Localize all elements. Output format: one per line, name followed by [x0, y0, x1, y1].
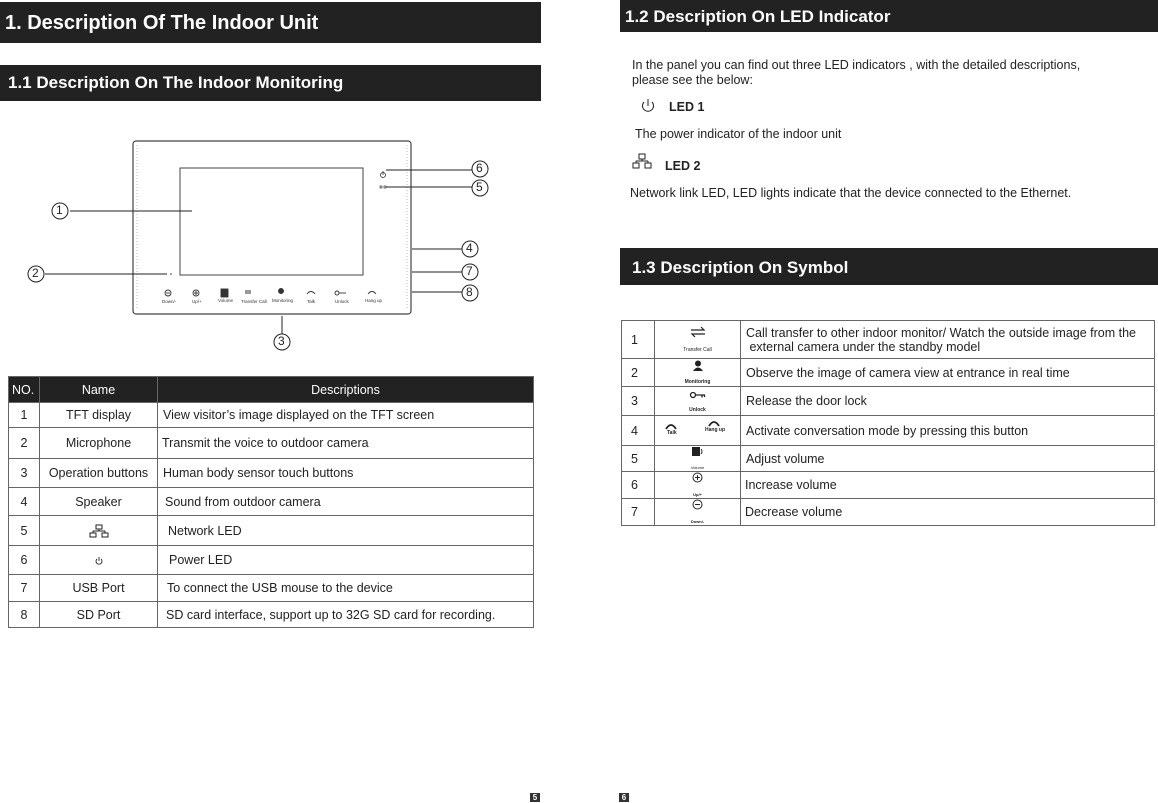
- parts-table: [8, 376, 534, 628]
- table-row: [622, 321, 1155, 359]
- network-icon: [89, 524, 109, 538]
- symbol-cell: [655, 416, 741, 446]
- row-name: USB Port: [40, 575, 158, 602]
- callout-7: 7: [466, 264, 473, 278]
- btn-label-unlock: Unlock: [335, 299, 349, 304]
- led1-power-icon: [639, 97, 657, 115]
- btn-label-monitoring: Monitoring: [272, 298, 294, 303]
- symbol-label: Unlock: [689, 407, 706, 413]
- row-desc: View visitor’s image displayed on the TFT screen: [158, 403, 534, 428]
- main-title: 1. Description Of The Indoor Unit: [5, 12, 319, 34]
- btn-label-up: Up/+: [192, 299, 202, 304]
- table-row: [622, 416, 1155, 446]
- row-desc-line-1: Call transfer to other indoor monitor/ Watch the outside image from the: [746, 325, 1136, 340]
- row-no: 7: [622, 499, 655, 526]
- table-row: [622, 499, 1155, 526]
- row-no: 4: [622, 416, 655, 446]
- callout-5: 5: [476, 180, 483, 194]
- header-desc: Descriptions: [158, 377, 534, 403]
- section-1-3-bar: [620, 248, 1158, 285]
- row-desc: Observe the image of camera view at entrance in real time: [741, 359, 1155, 387]
- row-desc: Network LED: [158, 516, 534, 546]
- table-row: [9, 575, 534, 602]
- symbol-label-talk: Talk: [667, 430, 677, 436]
- btn-label-talk: Talk: [307, 299, 316, 304]
- row-no: 2: [9, 428, 40, 459]
- indoor-unit-diagram: [0, 0, 541, 360]
- symbol-label: Transfer Call: [683, 346, 712, 353]
- symbol-cell: [655, 446, 741, 472]
- led-intro-line-2: please see the below:: [632, 73, 753, 87]
- row-no: 1: [9, 403, 40, 428]
- table-row: [622, 387, 1155, 416]
- row-desc: Increase volume: [741, 472, 1155, 499]
- btn-label-down: Down/-: [162, 299, 177, 304]
- plus-circle-icon: [692, 472, 703, 483]
- callout-6: 6: [476, 161, 483, 175]
- symbol-label-hang-up: Hang up: [705, 427, 725, 433]
- led2-network-icon: [632, 153, 652, 169]
- header-no: NO.: [9, 377, 40, 403]
- table-row: [9, 546, 534, 575]
- row-no: 7: [9, 575, 40, 602]
- row-no: 1: [622, 321, 655, 359]
- table-row: [9, 459, 534, 488]
- row-desc: Transmit the voice to outdoor camera: [158, 428, 534, 459]
- row-desc: [741, 321, 1155, 359]
- page-number-right: 6: [619, 793, 629, 802]
- table-row: [9, 516, 534, 546]
- table-header: [9, 377, 534, 403]
- row-desc-line-2: external camera under the standby model: [746, 339, 981, 354]
- symbol-label: Volume: [690, 464, 705, 470]
- section-1-1-title: 1.1 Description On The Indoor Monitoring: [8, 73, 344, 92]
- row-name-network: [40, 516, 158, 546]
- symbol-table: [621, 320, 1155, 526]
- page-number-left: 5: [530, 793, 540, 802]
- symbol-cell: [655, 321, 741, 359]
- row-desc: Release the door lock: [741, 387, 1155, 416]
- row-no: 4: [9, 488, 40, 516]
- unlock-icon: [689, 391, 707, 399]
- section-1-2-title: 1.2 Description On LED Indicator: [625, 7, 891, 26]
- table-row: [622, 472, 1155, 499]
- led2-label: LED 2: [665, 159, 701, 173]
- row-desc: Adjust volume: [741, 446, 1155, 472]
- tft-screen: [180, 168, 363, 275]
- row-no: 8: [9, 602, 40, 628]
- table-row: [9, 428, 534, 459]
- symbol-label: Down/-: [690, 518, 705, 524]
- btn-label-transfer: Transfer Call: [241, 299, 267, 304]
- symbol-label: Monitoring: [684, 379, 711, 385]
- row-no: 2: [622, 359, 655, 387]
- monitoring-icon: [692, 360, 704, 371]
- power-icon: [94, 556, 104, 566]
- table-row: [9, 602, 534, 628]
- row-desc: Human body sensor touch buttons: [158, 459, 534, 488]
- row-no: 3: [9, 459, 40, 488]
- symbol-label: Up/+: [693, 491, 702, 497]
- row-desc: Decrease volume: [741, 499, 1155, 526]
- table-row: [622, 446, 1155, 472]
- row-name-power: [40, 546, 158, 575]
- callout-8: 8: [466, 285, 473, 299]
- led2-desc: Network link LED, LED lights indicate that the device connected to the Ethernet.: [630, 186, 1072, 200]
- row-desc: Power LED: [158, 546, 534, 575]
- callout-2: 2: [32, 266, 39, 280]
- row-name: SD Port: [40, 602, 158, 628]
- symbol-cell: [655, 472, 741, 499]
- row-desc: SD card interface, support up to 32G SD card for recording.: [158, 602, 534, 628]
- led1-label: LED 1: [669, 100, 705, 114]
- row-desc: To connect the USB mouse to the device: [158, 575, 534, 602]
- minus-circle-icon: [692, 499, 703, 510]
- row-name: Speaker: [40, 488, 158, 516]
- row-desc: Activate conversation mode by pressing this button: [741, 416, 1155, 446]
- row-no: 3: [622, 387, 655, 416]
- row-desc: Sound from outdoor camera: [158, 488, 534, 516]
- section-1-2-bar: [620, 0, 1158, 32]
- symbol-cell: [655, 499, 741, 526]
- callout-4: 4: [466, 241, 473, 255]
- row-name: TFT display: [40, 403, 158, 428]
- header-name: Name: [40, 377, 158, 403]
- volume-icon: [692, 447, 704, 456]
- table-row: [622, 359, 1155, 387]
- row-no: 6: [9, 546, 40, 575]
- row-name: Operation buttons: [40, 459, 158, 488]
- row-no: 6: [622, 472, 655, 499]
- table-row: [9, 403, 534, 428]
- row-no: 5: [9, 516, 40, 546]
- callout-1: 1: [56, 203, 63, 217]
- led1-desc: The power indicator of the indoor unit: [635, 127, 842, 141]
- btn-label-hangup: Hang up: [365, 298, 383, 303]
- table-row: [9, 488, 534, 516]
- row-name: Microphone: [40, 428, 158, 459]
- row-no: 5: [622, 446, 655, 472]
- symbol-cell: [655, 387, 741, 416]
- section-1-3-title: 1.3 Description On Symbol: [632, 258, 849, 277]
- symbol-cell: [655, 359, 741, 387]
- led-intro-line-1: In the panel you can find out three LED indicators , with the detailed descriptions,: [632, 58, 1081, 72]
- btn-label-volume: Volume: [218, 298, 234, 303]
- transfer-call-icon: [689, 326, 707, 338]
- callout-3: 3: [278, 334, 285, 348]
